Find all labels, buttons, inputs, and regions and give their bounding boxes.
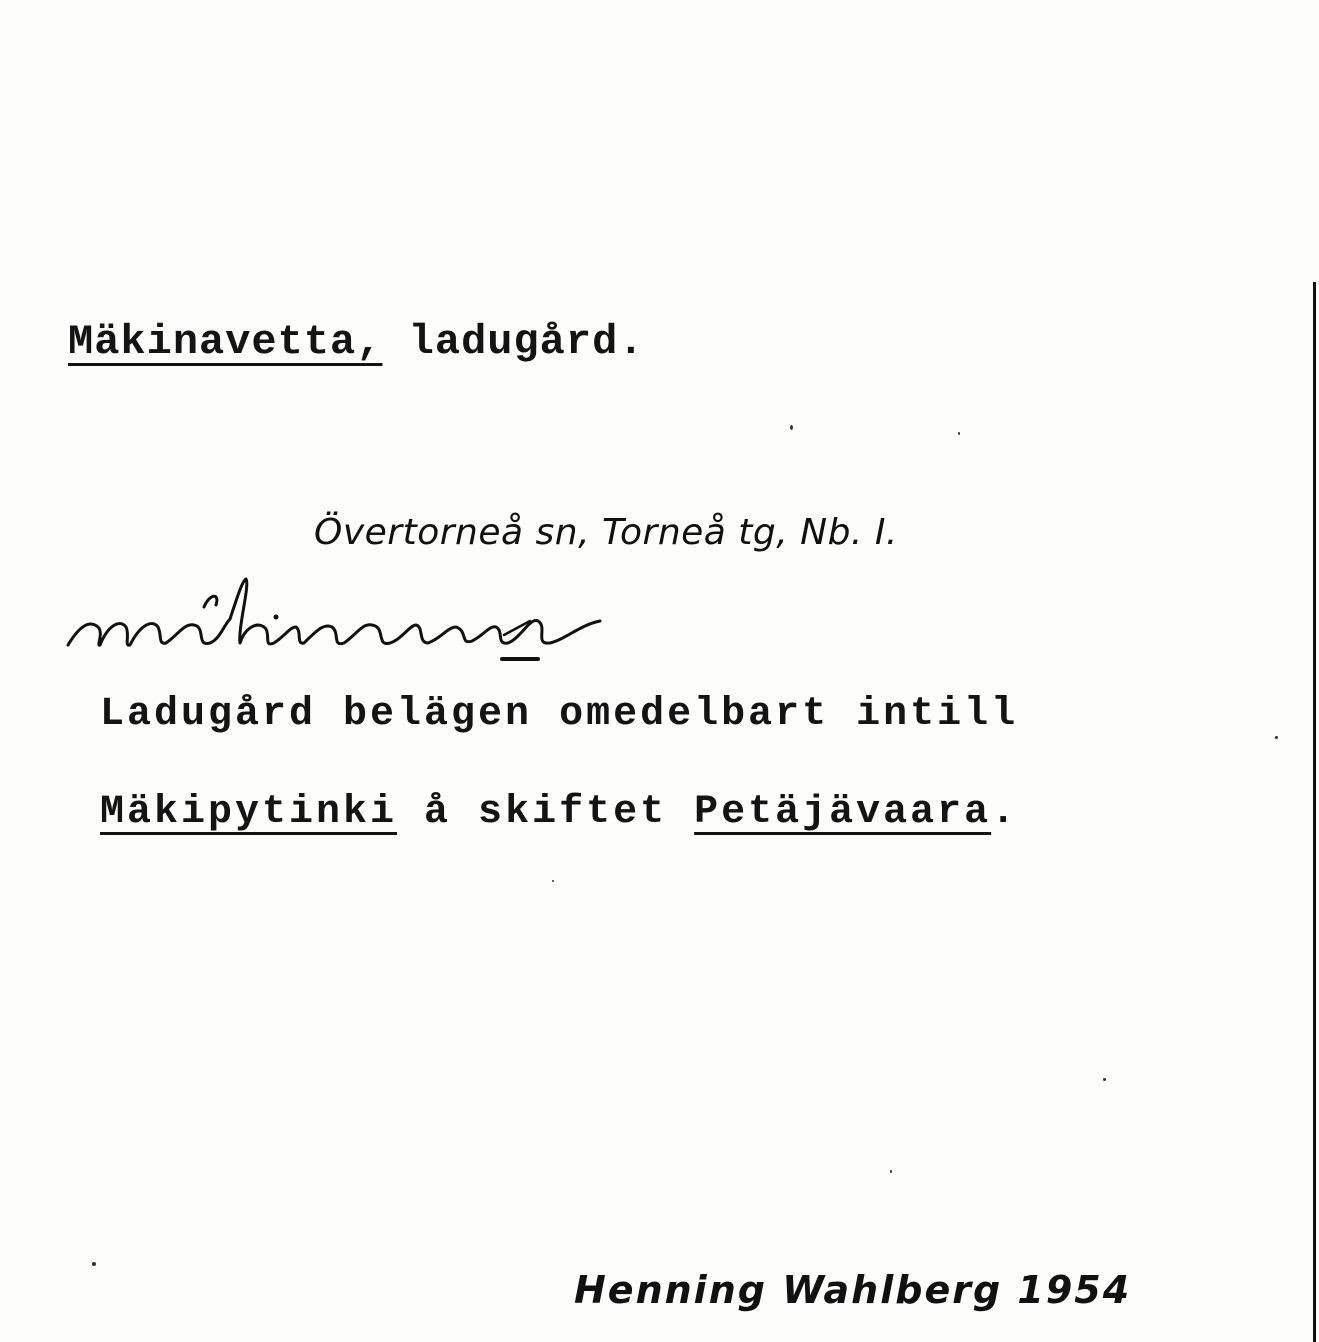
headword-definition: ladugård. bbox=[382, 318, 645, 366]
speck bbox=[92, 1262, 96, 1266]
speck bbox=[1275, 736, 1278, 739]
speck bbox=[1103, 1078, 1106, 1081]
description-period: . bbox=[991, 790, 1019, 835]
headword-line bbox=[68, 318, 645, 366]
dialect-form-text: måkinaveta bbox=[60, 565, 65, 566]
handwritten-dialect-form bbox=[60, 565, 620, 675]
speck bbox=[552, 880, 554, 882]
card-edge-line bbox=[1313, 282, 1316, 1342]
description-line-1: Ladugård belägen omedelbart intill bbox=[100, 692, 1019, 737]
headword: Mäkinavetta, bbox=[68, 318, 383, 366]
place-name-makipytinki: Mäkipytinki bbox=[100, 790, 398, 835]
speck bbox=[958, 432, 960, 435]
speck bbox=[790, 425, 793, 430]
description-line-2 bbox=[100, 790, 1018, 835]
location-line: Övertorneå sn, Torneå tg, Nb. I. bbox=[314, 512, 898, 553]
description-connector: å skiftet bbox=[397, 790, 695, 835]
signature: Henning Wahlberg 1954 bbox=[574, 1268, 1132, 1312]
speck bbox=[890, 1170, 892, 1173]
place-name-petajavaara: Petäjävaara bbox=[694, 790, 992, 835]
